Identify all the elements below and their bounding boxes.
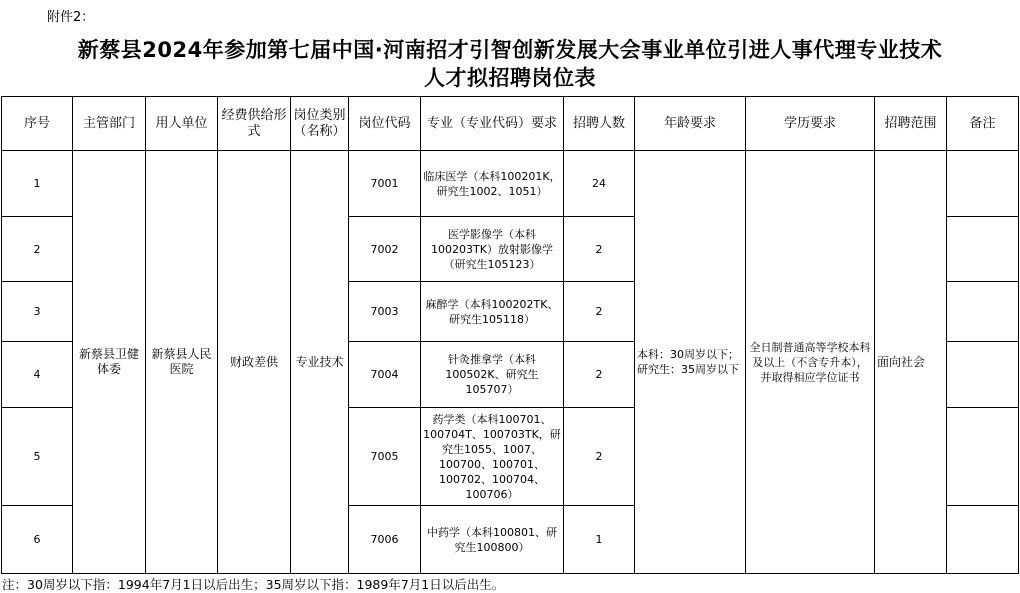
cell-funding: 财政差供 — [218, 151, 291, 574]
cell-seq: 3 — [2, 282, 73, 342]
header-employer: 用人单位 — [146, 97, 218, 151]
cell-remarks — [947, 282, 1019, 342]
attachment-label: 附件2： — [47, 10, 95, 25]
cell-major: 麻醉学（本科100202TK、研究生105118） — [421, 282, 564, 342]
cell-count: 2 — [564, 282, 635, 342]
cell-seq: 2 — [2, 217, 73, 282]
cell-scope: 面向社会 — [875, 151, 947, 574]
header-major: 专业（专业代码）要求 — [421, 97, 564, 151]
cell-post-code: 7001 — [349, 151, 421, 217]
cell-post-code: 7004 — [349, 342, 421, 408]
header-count: 招聘人数 — [564, 97, 635, 151]
page-title — [0, 36, 1020, 92]
cell-remarks — [947, 408, 1019, 506]
header-row — [2, 97, 1019, 151]
header-education: 学历要求 — [746, 97, 875, 151]
cell-post-code: 7006 — [349, 506, 421, 574]
cell-seq: 4 — [2, 342, 73, 408]
cell-post-code: 7005 — [349, 408, 421, 506]
header-funding: 经费供给形式 — [218, 97, 291, 151]
cell-age: 本科：30周岁以下；研究生：35周岁以下 — [635, 151, 746, 574]
cell-education: 全日制普通高等学校本科及以上（不含专升本），并取得相应学位证书 — [746, 151, 875, 574]
cell-count: 24 — [564, 151, 635, 217]
cell-count: 2 — [564, 342, 635, 408]
cell-major: 中药学（本科100801、研究生100800） — [421, 506, 564, 574]
table-row — [2, 151, 1019, 217]
cell-dept: 新蔡县卫健体委 — [73, 151, 146, 574]
cell-remarks — [947, 342, 1019, 408]
title-line-2: 人才拟招聘岗位表 — [424, 66, 596, 90]
cell-major: 医学影像学（本科100203TK）放射影像学（研究生105123） — [421, 217, 564, 282]
cell-remarks — [947, 506, 1019, 574]
cell-major: 药学类（本科100701、100704T、100703TK，研究生1055、1007、100700、100701、100702、100704、100706） — [421, 408, 564, 506]
cell-seq: 1 — [2, 151, 73, 217]
cell-post-code: 7003 — [349, 282, 421, 342]
cell-post-code: 7002 — [349, 217, 421, 282]
cell-seq: 6 — [2, 506, 73, 574]
header-post-code: 岗位代码 — [349, 97, 421, 151]
cell-employer: 新蔡县人民医院 — [146, 151, 218, 574]
cell-remarks — [947, 217, 1019, 282]
header-dept: 主管部门 — [73, 97, 146, 151]
cell-major: 针灸推拿学（本科100502K、研究生105707） — [421, 342, 564, 408]
footnote: 注：30周岁以下指：1994年7月1日以后出生；35周岁以下指：1989年7月1日以后出生。 — [2, 577, 505, 592]
cell-seq: 5 — [2, 408, 73, 506]
header-remarks: 备注 — [947, 97, 1019, 151]
header-scope: 招聘范围 — [875, 97, 947, 151]
cell-count: 1 — [564, 506, 635, 574]
title-line-1: 新蔡县2024年参加第七届中国·河南招才引智创新发展大会事业单位引进人事代理专业技术 — [77, 38, 943, 62]
cell-major: 临床医学（本科100201K，研究生1002、1051） — [421, 151, 564, 217]
header-seq: 序号 — [2, 97, 73, 151]
cell-post-type: 专业技术 — [291, 151, 349, 574]
cell-count: 2 — [564, 408, 635, 506]
header-age: 年龄要求 — [635, 97, 746, 151]
header-post-type: 岗位类别（名称） — [291, 97, 349, 151]
cell-remarks — [947, 151, 1019, 217]
cell-count: 2 — [564, 217, 635, 282]
recruitment-table — [1, 96, 1019, 574]
